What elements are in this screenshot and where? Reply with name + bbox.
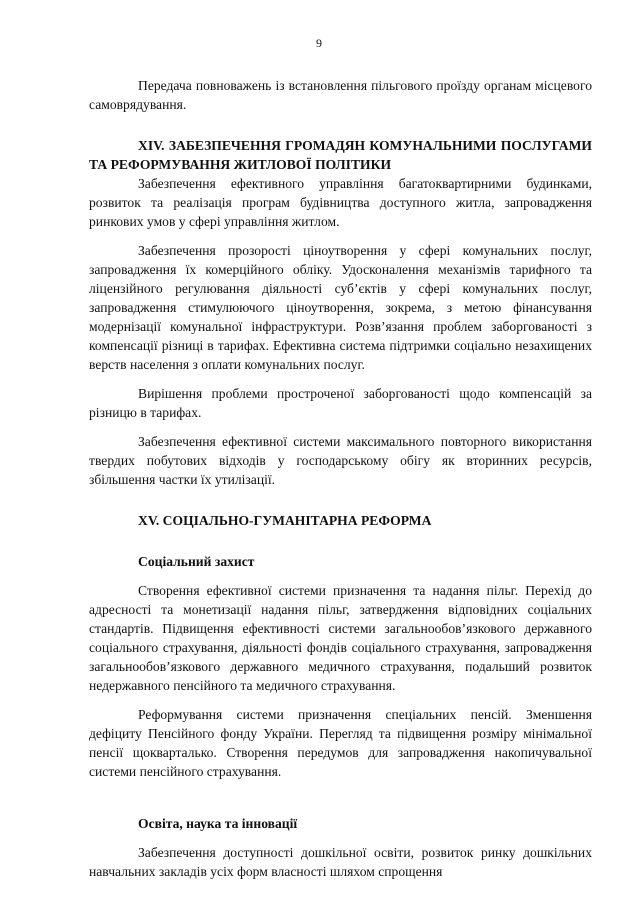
document-body — [89, 76, 592, 881]
paragraph: Забезпечення ефективної системи максимального повторного використання твердих побутових відходів у господарському обігу як вторинних ресурсів, збільшення частки їх утилізації. — [89, 434, 592, 487]
paragraph: Вирішення проблеми простроченої заборгованості щодо компенсацій за різницю в тарифах. — [89, 386, 592, 420]
paragraph: Передача повноважень із встановлення пільгового проїзду органам місцевого самоврядування. — [89, 78, 592, 112]
paragraph: Реформування системи призначення спеціальних пенсій. Зменшення дефіциту Пенсійного фонду України. Перегляд та підвищення розміру мінімальної пенсії щокварталько. Створення передумов для запровадження накопичувальної системи пенсійного страхування. — [89, 707, 592, 779]
paragraph: Забезпечення доступності дошкільної освіти, розвиток ринку дошкільних навчальних закладів усіх форм власності шляхом спрощення — [89, 845, 592, 879]
subsection-heading-education: Освіта, наука та інновації — [138, 816, 298, 831]
paragraph: Створення ефективної системи призначення та надання пільг. Перехід до адресності та монетизації надання пільг, затвердження відповідних соціальних стандартів. Підвищення ефективності системи загальнообов’язкового державного соціального страхування, діяльності фондів соціального страхування, запровадження загальнообов’язкового державного медичного страхування, подальший розвиток недержавного пенсійного та медичного страхування. — [89, 583, 592, 693]
subsection-heading-social-protection: Соціальний захист — [138, 554, 255, 569]
paragraph: Забезпечення прозорості ціноутворення у сфері комунальних послуг, запровадження їх комерційного обліку. Удосконалення механізмів тарифного та ліцензійного регулювання діяльності суб’єктів у сфері комунальних послуг, запровадження стимулюючого ціноутворення, зокрема, з метою фінансування модернізації комунальної інфраструктури. Розв’язання проблем заборгованості з компенсації різниці в тарифах. Ефективна система підтримки соціально незахищених верств населення з оплати комунальних послуг. — [89, 243, 592, 372]
paragraph: Забезпечення ефективного управління багатоквартирними будинками, розвиток та реалізація програм будівництва доступного житла, запровадження ринкових умов у сфері управління житлом. — [89, 176, 592, 229]
page-number: 9 — [316, 36, 322, 50]
section-heading-xiv: XIV. ЗАБЕЗПЕЧЕННЯ ГРОМАДЯН КОМУНАЛЬНИМИ ПОСЛУГАМИ ТА РЕФОРМУВАННЯ ЖИТЛОВОЇ ПОЛІТИКИ — [89, 138, 592, 172]
section-heading-xv: XV. СОЦІАЛЬНО-ГУМАНІТАРНА РЕФОРМА — [138, 513, 432, 528]
